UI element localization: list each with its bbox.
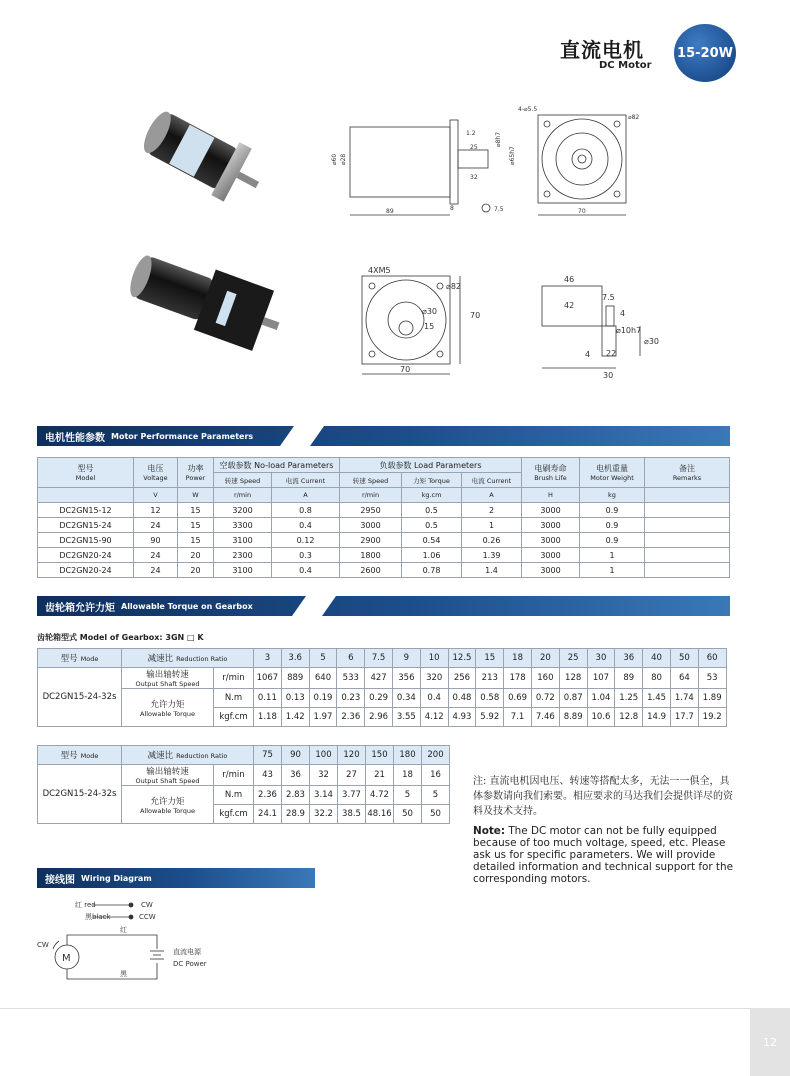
table-cell: 15	[178, 518, 214, 533]
table-cell: 0.4	[272, 563, 340, 578]
table-row	[38, 503, 730, 518]
speed-label	[122, 765, 214, 786]
table-cell: 5	[422, 786, 450, 805]
table-cell: 3.77	[338, 786, 366, 805]
table-cell	[645, 563, 730, 578]
dim-32: 32	[470, 174, 478, 181]
table-cell: 2.83	[282, 786, 310, 805]
table-cell: DC2GN15-24	[38, 518, 134, 533]
table-cell: 19.2	[698, 708, 726, 727]
dc-power-en: DC Power	[173, 960, 207, 968]
table-cell: 256	[448, 668, 476, 689]
table-cell: 2600	[340, 563, 402, 578]
dim-4: 4	[620, 309, 626, 318]
table-cell: 1.42	[281, 708, 309, 727]
dim-d28: ⌀28	[340, 153, 347, 165]
table-cell: 18	[504, 649, 532, 668]
model-label-cn: 型号	[60, 751, 78, 761]
note-en-label: Note:	[473, 825, 506, 837]
table-cell: 9	[392, 649, 420, 668]
table-cell: 7.46	[531, 708, 559, 727]
th-unit-v: V	[134, 488, 178, 503]
performance-table-body	[38, 503, 730, 578]
table-cell: 1	[462, 518, 522, 533]
table-cell: 0.34	[392, 689, 420, 708]
table-cell: 1	[580, 548, 645, 563]
table-cell: 3.14	[310, 786, 338, 805]
section-wiring-header	[37, 868, 315, 888]
section-gearbox-title-cn: 齿轮箱允许力矩	[45, 602, 115, 614]
table-cell: 0.9	[580, 533, 645, 548]
th-remarks-cn: 备注	[679, 464, 695, 473]
table-cell: 107	[587, 668, 615, 689]
table-cell: 2900	[340, 533, 402, 548]
th-voltage-en: Voltage	[143, 474, 168, 482]
section-gearbox-title-en: Allowable Torque on Gearbox	[121, 601, 253, 611]
th-model-en: Model	[75, 474, 96, 482]
wire-ccw-label: CCW	[139, 913, 156, 921]
table-cell: 2.36	[254, 786, 282, 805]
page-number: 12	[750, 1008, 790, 1076]
performance-table	[37, 457, 730, 578]
table-cell: 15	[476, 649, 504, 668]
dim-42: 42	[564, 301, 575, 310]
table-cell: 12	[134, 503, 178, 518]
th-unit-rmin1: r/min	[214, 488, 272, 503]
table-cell: 1.45	[643, 689, 671, 708]
th-power-en: Power	[185, 474, 206, 482]
table-cell: 4.72	[366, 786, 394, 805]
gearbox-model-line: 齿轮箱型式 Model of Gearbox: 3GN □ K	[37, 633, 204, 642]
th-torque: 力矩 Torque	[402, 473, 462, 488]
table-cell: 20	[178, 548, 214, 563]
unit-nm: N.m	[214, 689, 254, 708]
th-voltage-cn: 电压	[147, 464, 164, 473]
table-cell: 50	[394, 805, 422, 824]
dim-89: 89	[386, 208, 394, 215]
table-cell: 178	[504, 668, 532, 689]
table-cell: 0.8	[272, 503, 340, 518]
table-cell: 0.87	[559, 689, 587, 708]
table-cell: 1.4	[462, 563, 522, 578]
table-cell: 2950	[340, 503, 402, 518]
table-cell: 1.04	[587, 689, 615, 708]
dc-power-cn: 直流电源	[173, 948, 201, 956]
unit-kgf: kgf.cm	[214, 805, 254, 824]
table-cell: 50	[670, 649, 698, 668]
table-cell: 4.93	[448, 708, 476, 727]
table-cell: 1.39	[462, 548, 522, 563]
table-cell: 80	[643, 668, 671, 689]
table-cell: 0.13	[281, 689, 309, 708]
table-cell: 12.5	[448, 649, 476, 668]
table-cell: 120	[338, 746, 366, 765]
torque-label	[122, 689, 214, 727]
table-cell: 100	[310, 746, 338, 765]
table-cell: 0.29	[365, 689, 393, 708]
wire-cw-label: CW	[141, 901, 153, 909]
th-unit-a1: A	[272, 488, 340, 503]
th-brush-cn: 电刷寿命	[534, 464, 567, 473]
table-cell: 0.26	[462, 533, 522, 548]
table-cell: 7.5	[365, 649, 393, 668]
th-remarks	[645, 458, 730, 488]
model-label-en: Mode	[80, 655, 99, 663]
table-cell: 21	[366, 765, 394, 786]
table-cell: 24	[134, 548, 178, 563]
table-cell: 0.69	[504, 689, 532, 708]
dim-70v: 70	[470, 311, 481, 320]
th-weight-en: Motor Weight	[590, 474, 634, 482]
table-cell: 1.06	[402, 548, 462, 563]
motor-cw-label: CW	[37, 941, 49, 949]
table-cell: 3.55	[392, 708, 420, 727]
table-cell: 0.58	[476, 689, 504, 708]
dimension-drawing-shaft	[540, 270, 665, 382]
wire-red-label: 红 red	[75, 901, 96, 909]
table-cell: 15	[178, 533, 214, 548]
table-cell: 3000	[522, 563, 580, 578]
table-cell: 3200	[214, 503, 272, 518]
table-cell: 20	[531, 649, 559, 668]
table-cell: 90	[134, 533, 178, 548]
model-label-en: Mode	[80, 752, 99, 760]
th-model-cn: 型号	[77, 464, 94, 473]
table-cell: 0.9	[580, 518, 645, 533]
th-speed2: 转速 Speed	[340, 473, 402, 488]
section-wiring-title-en: Wiring Diagram	[81, 873, 152, 883]
power-badge: 15-20W	[674, 24, 736, 82]
table-cell: 1.74	[670, 689, 698, 708]
table-cell: 1.18	[254, 708, 282, 727]
wire-black-label: 黑black	[85, 913, 111, 921]
th-load: 负载参数 Load Parameters	[340, 458, 522, 473]
gearbox-table-1	[37, 648, 727, 727]
table-row	[38, 548, 730, 563]
table-cell: 1	[580, 563, 645, 578]
table-cell: 2300	[214, 548, 272, 563]
table-cell: 0.5	[402, 518, 462, 533]
label-cn: 输出轴转速	[146, 767, 189, 777]
table-cell: 20	[178, 563, 214, 578]
table-cell: 0.12	[272, 533, 340, 548]
table-cell: 38.5	[338, 805, 366, 824]
dim-22: 22	[606, 349, 617, 358]
th-power-cn: 功率	[187, 464, 204, 473]
table-cell: 32.2	[310, 805, 338, 824]
label-en: Allowable Torque	[140, 709, 195, 718]
table-cell: 0.23	[337, 689, 365, 708]
ratio-label-cn: 减速比	[147, 654, 174, 664]
th-unit-kgcm: kg.cm	[402, 488, 462, 503]
table-cell: 533	[337, 668, 365, 689]
table-cell: 3000	[340, 518, 402, 533]
note-en-text: The DC motor can not be fully equipped because of too much voltage, speed, etc. Please ask us for specific parameters. We will provide detailed information and technical support for the corresponding motors.	[473, 825, 733, 885]
dim-dia30: ⌀30	[422, 307, 437, 316]
table-cell: 40	[643, 649, 671, 668]
th-ratio	[122, 649, 254, 668]
table-cell: 2	[462, 503, 522, 518]
th-weight	[580, 458, 645, 488]
table-cell: 60	[698, 649, 726, 668]
table-cell: 3	[254, 649, 282, 668]
model-label-cn: 型号	[60, 654, 78, 664]
ratio-label-en: Reduction Ratio	[176, 655, 228, 663]
table-cell: 5	[394, 786, 422, 805]
th-power	[178, 458, 214, 488]
table-cell: 16	[422, 765, 450, 786]
th-unit-blank	[38, 488, 134, 503]
table-cell: 889	[281, 668, 309, 689]
table-cell: 7.1	[504, 708, 532, 727]
table-cell	[645, 518, 730, 533]
gearbox-table-2	[37, 745, 450, 824]
table-cell: 64	[670, 668, 698, 689]
dim-70: 70	[578, 208, 586, 215]
table-cell: 27	[338, 765, 366, 786]
motor-photo	[135, 100, 280, 220]
th-brush	[522, 458, 580, 488]
table-cell: 14.9	[643, 708, 671, 727]
table-cell: 3100	[214, 563, 272, 578]
table-cell: 50	[422, 805, 450, 824]
table-cell: 1.89	[698, 689, 726, 708]
header-notch	[280, 426, 324, 446]
gearmotor-photo	[125, 250, 285, 365]
table-cell: 2.36	[337, 708, 365, 727]
dimension-drawing-front	[328, 105, 728, 225]
label-en: Allowable Torque	[140, 806, 195, 815]
table-cell: 0.78	[402, 563, 462, 578]
table-cell: 89	[615, 668, 643, 689]
table-row	[38, 518, 730, 533]
table-cell: 0.4	[420, 689, 448, 708]
table-cell: 0.72	[531, 689, 559, 708]
dim-30: 30	[603, 371, 614, 380]
table-cell: 32	[310, 765, 338, 786]
th-speed1: 转速 Speed	[214, 473, 272, 488]
table-cell: 180	[394, 746, 422, 765]
gear-model-cell: DC2GN15-24-32s	[38, 765, 122, 824]
table-cell: DC2GN15-12	[38, 503, 134, 518]
table-cell: 8.89	[559, 708, 587, 727]
dimension-drawing-gearbox	[350, 262, 500, 382]
wiring-diagram	[35, 897, 235, 992]
unit-rmin: r/min	[214, 668, 254, 689]
table-cell: 3100	[214, 533, 272, 548]
table-cell	[645, 533, 730, 548]
table-cell: 30	[587, 649, 615, 668]
table-cell: 10.6	[587, 708, 615, 727]
table-cell: 53	[698, 668, 726, 689]
note-en	[473, 825, 735, 885]
table-cell	[645, 503, 730, 518]
dim-d10: ⌀10h7	[616, 326, 642, 335]
table-cell: 0.54	[402, 533, 462, 548]
table-cell: 24	[134, 563, 178, 578]
ratio-label-en: Reduction Ratio	[176, 752, 228, 760]
th-unit-blank2	[645, 488, 730, 503]
unit-nm: N.m	[214, 786, 254, 805]
label-cn: 输出轴转速	[146, 670, 189, 680]
section-gearbox-header	[37, 596, 730, 616]
table-cell: 1800	[340, 548, 402, 563]
table-cell: DC2GN20-24	[38, 563, 134, 578]
unit-kgf: kgf.cm	[214, 708, 254, 727]
th-model	[38, 649, 122, 668]
th-remarks-en: Remarks	[672, 474, 702, 482]
torque-label	[122, 786, 214, 824]
gear-model-cell: DC2GN15-24-32s	[38, 668, 122, 727]
th-unit-rmin2: r/min	[340, 488, 402, 503]
th-unit-a2: A	[462, 488, 522, 503]
table-cell: 2.96	[365, 708, 393, 727]
table-cell: 128	[559, 668, 587, 689]
table-cell: 3300	[214, 518, 272, 533]
ratio-label-cn: 减速比	[147, 751, 174, 761]
th-ratio	[122, 746, 254, 765]
table-cell: 0.5	[402, 503, 462, 518]
table-cell: 1.25	[615, 689, 643, 708]
table-cell: 6	[337, 649, 365, 668]
table-cell: 48.16	[366, 805, 394, 824]
table-cell: 10	[420, 649, 448, 668]
footer-divider	[0, 1008, 790, 1009]
table-cell: 160	[531, 668, 559, 689]
table-cell: 3.6	[281, 649, 309, 668]
dim-25: 25	[470, 144, 478, 151]
dim-70h: 70	[400, 365, 411, 374]
th-model	[38, 458, 134, 488]
table-cell: 0.48	[448, 689, 476, 708]
dim-key: 7.5	[494, 206, 504, 213]
speed-label	[122, 668, 214, 689]
th-unit-w: W	[178, 488, 214, 503]
table-cell: 150	[366, 746, 394, 765]
table-row	[38, 563, 730, 578]
dim-46: 46	[564, 275, 575, 284]
motor-m-symbol: M	[62, 953, 71, 964]
dim-d30: ⌀30	[644, 337, 659, 346]
table-cell: 12.8	[615, 708, 643, 727]
table-cell: 5	[309, 649, 337, 668]
dim-15: 15	[424, 322, 435, 331]
table-cell: 1.97	[309, 708, 337, 727]
dim-dia82: ⌀82	[628, 114, 640, 121]
table-cell	[645, 548, 730, 563]
th-unit-h: H	[522, 488, 580, 503]
table-cell: 427	[365, 668, 393, 689]
table-cell: 356	[392, 668, 420, 689]
header-notch	[292, 596, 336, 616]
table-cell: 17.7	[670, 708, 698, 727]
section-performance-title-cn: 电机性能参数	[45, 432, 105, 444]
dim-d65: ⌀65h7	[509, 146, 516, 165]
section-performance-title-en: Motor Performance Parameters	[111, 431, 254, 441]
table-cell: 75	[254, 746, 282, 765]
table-cell: 90	[282, 746, 310, 765]
table-cell: 0.11	[254, 689, 282, 708]
table-cell: 15	[178, 503, 214, 518]
dim-4b: 4	[585, 350, 591, 359]
table-cell: 213	[476, 668, 504, 689]
table-cell: 18	[394, 765, 422, 786]
table-cell: 0.19	[309, 689, 337, 708]
dim-d60: ⌀60	[331, 153, 338, 165]
section-performance-header	[37, 426, 730, 446]
dim-screw: 4XM5	[368, 266, 391, 275]
table-cell: 28.9	[282, 805, 310, 824]
table-cell: DC2GN15-90	[38, 533, 134, 548]
table-cell: 1067	[254, 668, 282, 689]
th-unit-kg: kg	[580, 488, 645, 503]
dim-d8: ⌀8h7	[495, 131, 502, 147]
th-current2: 电流 Current	[462, 473, 522, 488]
th-brush-en: Brush Life	[534, 474, 567, 482]
table-cell: 36	[282, 765, 310, 786]
table-cell: 640	[309, 668, 337, 689]
black-wire-mark: 黑	[120, 970, 127, 978]
label-cn: 允许力矩	[150, 699, 185, 710]
table-cell: 3000	[522, 533, 580, 548]
table-cell: 320	[420, 668, 448, 689]
label-en: Output Shaft Speed	[135, 777, 200, 785]
label-en: Output Shaft Speed	[135, 680, 200, 688]
th-model	[38, 746, 122, 765]
table-cell: 3000	[522, 518, 580, 533]
table-cell: 3000	[522, 548, 580, 563]
table-row	[38, 533, 730, 548]
table-cell: 43	[254, 765, 282, 786]
table-cell: 0.3	[272, 548, 340, 563]
table-cell: DC2GN20-24	[38, 548, 134, 563]
section-wiring-title-cn: 接线图	[45, 874, 75, 886]
table-cell: 24.1	[254, 805, 282, 824]
table-cell: 24	[134, 518, 178, 533]
dim-8: 8	[450, 205, 454, 212]
unit-rmin: r/min	[214, 765, 254, 786]
table-cell: 25	[559, 649, 587, 668]
table-cell: 0.9	[580, 503, 645, 518]
table-cell: 4.12	[420, 708, 448, 727]
dim-1-2: 1.2	[466, 130, 476, 137]
label-cn: 允许力矩	[150, 796, 185, 807]
th-current1: 电流 Current	[272, 473, 340, 488]
th-noload: 空载参数 No-load Parameters	[214, 458, 340, 473]
note-cn: 注: 直流电机因电压、转速等搭配太多，无法一一俱全，具体参数请向我们索要。相应要求的马达我们会提供详尽的资料及技术支持。	[473, 776, 733, 817]
table-cell: 5.92	[476, 708, 504, 727]
table-cell: 200	[422, 746, 450, 765]
table-cell: 0.4	[272, 518, 340, 533]
th-voltage	[134, 458, 178, 488]
dim-hole: 4-⌀5.5	[518, 106, 538, 113]
dim-dia82b: ⌀82	[446, 282, 461, 291]
dim-7-5: 7.5	[602, 293, 615, 302]
th-weight-cn: 电机重量	[596, 464, 628, 473]
table-cell: 3000	[522, 503, 580, 518]
page-title: 直流电机	[560, 38, 644, 62]
page-subtitle: DC Motor	[599, 60, 652, 71]
red-wire-mark: 红	[120, 926, 127, 934]
table-cell: 36	[615, 649, 643, 668]
